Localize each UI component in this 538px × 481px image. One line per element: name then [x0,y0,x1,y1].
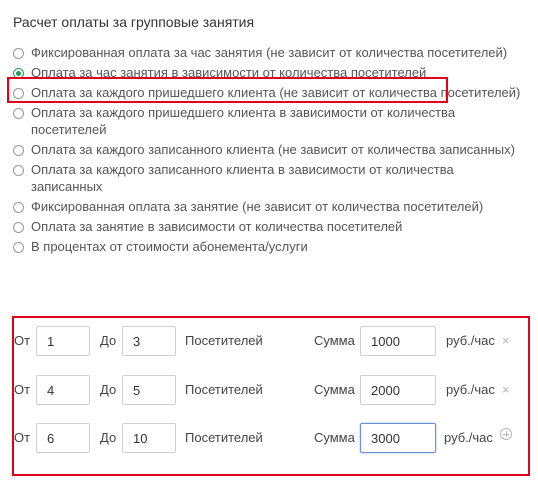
radio-button[interactable] [13,165,24,176]
option-per-attended-client-by-visitors[interactable] [13,104,523,138]
payment-options-list [13,44,523,258]
to-input[interactable] [122,326,176,356]
visitors-label: Посетителей [185,430,263,445]
unit-label: руб./час [444,430,493,445]
option-label: Фиксированная оплата за занятие (не зависит от количества посетителей) [31,199,484,214]
option-hourly-by-visitors[interactable] [13,64,523,81]
add-row-icon[interactable] [500,428,512,440]
sum-input[interactable] [360,375,436,405]
radio-button[interactable] [13,222,24,233]
sum-label: Сумма [314,382,355,397]
range-row [14,326,528,356]
option-fixed-hourly[interactable] [13,44,523,61]
from-label: От [14,382,31,397]
sum-input-focused[interactable] [360,423,436,453]
from-input[interactable] [36,423,90,453]
option-label: Оплата за каждого пришедшего клиента в зависимости от количества посетителей [31,105,456,137]
option-percent-of-subscription[interactable] [13,238,523,255]
to-label: До [100,382,117,397]
range-row [14,423,528,453]
remove-row-icon[interactable]: × [502,333,510,348]
option-per-registered-client[interactable] [13,141,523,158]
option-per-attended-client[interactable] [13,84,523,101]
from-label: От [14,430,31,445]
option-label: Фиксированная оплата за час занятия (не зависит от количества посетителей) [31,45,508,60]
sum-label: Сумма [314,333,355,348]
visitor-ranges-panel [12,316,530,476]
option-label: В процентах от стоимости абонемента/услуги [31,239,308,254]
from-input[interactable] [36,375,90,405]
radio-button[interactable] [13,242,24,253]
sum-label: Сумма [314,430,355,445]
range-row [14,375,528,405]
radio-button[interactable] [13,108,24,119]
radio-button[interactable] [13,145,24,156]
remove-row-icon[interactable]: × [502,382,510,397]
radio-button[interactable] [13,202,24,213]
option-per-registered-client-by-registered[interactable] [13,161,523,195]
from-label: От [14,333,31,348]
option-label: Оплата за час занятия в зависимости от количества посетителей [31,65,427,80]
to-input[interactable] [122,423,176,453]
radio-button[interactable] [13,88,24,99]
radio-button[interactable] [13,48,24,59]
from-input[interactable] [36,326,90,356]
sum-input[interactable] [360,326,436,356]
to-input[interactable] [122,375,176,405]
visitors-label: Посетителей [185,333,263,348]
option-fixed-per-session[interactable] [13,198,523,215]
to-label: До [100,430,117,445]
option-per-session-by-visitors[interactable] [13,218,523,235]
unit-label: руб./час [446,333,495,348]
option-label: Оплата за каждого пришедшего клиента (не зависит от количества посетителей) [31,85,521,100]
page-title: Расчет оплаты за групповые занятия [13,14,255,30]
radio-button-checked[interactable] [13,68,24,79]
option-label: Оплата за каждого записанного клиента (не зависит от количества записанных) [31,142,515,157]
to-label: До [100,333,117,348]
visitors-label: Посетителей [185,382,263,397]
option-label: Оплата за занятие в зависимости от количества посетителей [31,219,403,234]
unit-label: руб./час [446,382,495,397]
option-label: Оплата за каждого записанного клиента в зависимости от количества записанных [31,162,454,194]
